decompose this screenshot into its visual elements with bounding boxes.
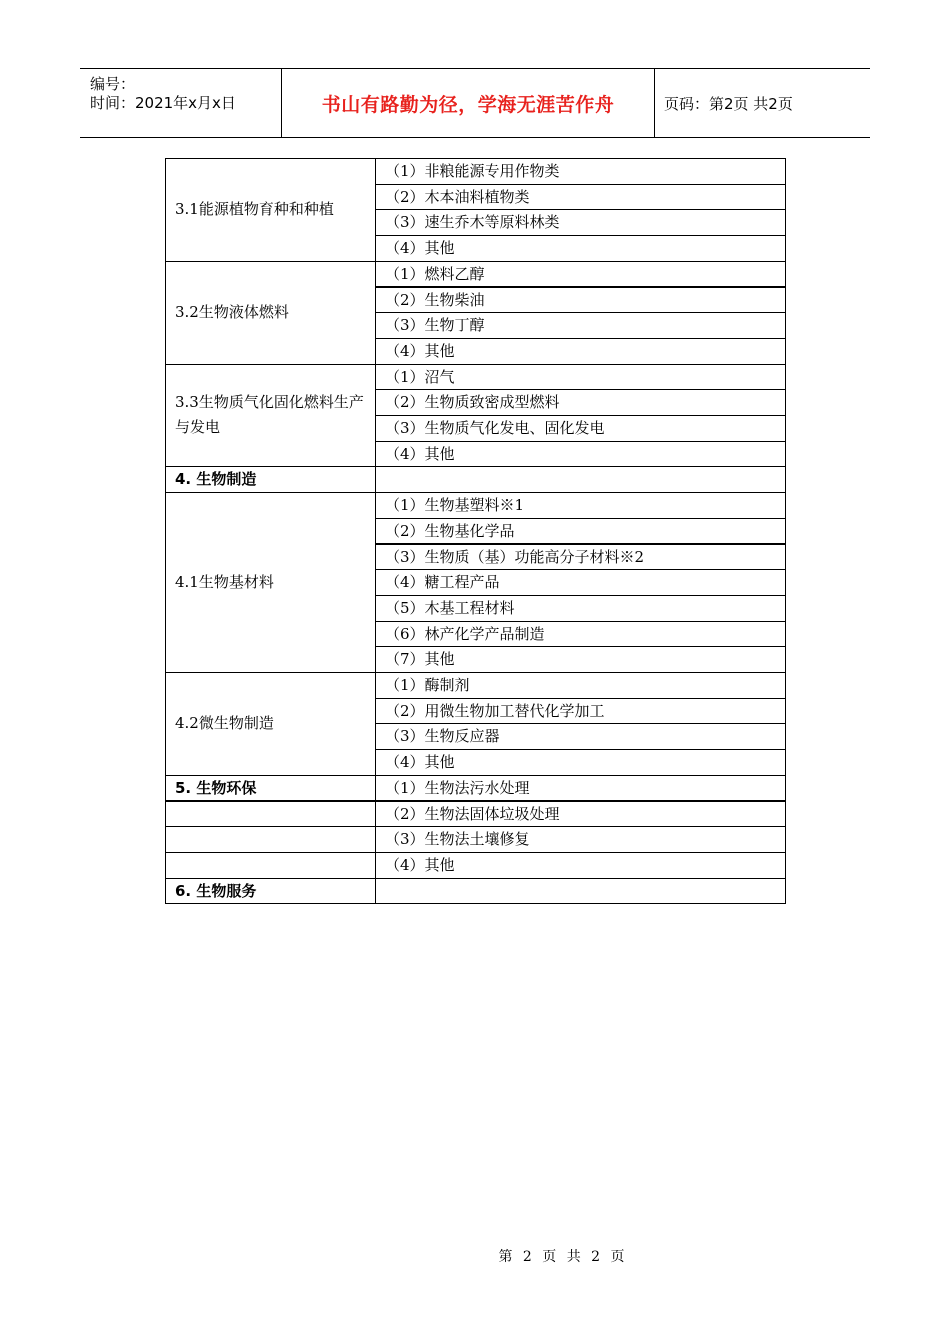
category-item-text: （7）其他 bbox=[385, 650, 455, 669]
category-item bbox=[375, 723, 786, 750]
category-item bbox=[375, 492, 786, 519]
document-date: 时间：2021年x月x日 bbox=[90, 94, 236, 112]
header-motto: 书山有路勤为径，学海无涯苦作舟 bbox=[321, 93, 615, 116]
category-item bbox=[375, 749, 786, 776]
category-item bbox=[375, 569, 786, 596]
category-item bbox=[375, 826, 786, 853]
category-item bbox=[375, 775, 786, 802]
category-item bbox=[375, 544, 786, 571]
section-label bbox=[165, 492, 376, 673]
category-item bbox=[375, 698, 786, 725]
category-item bbox=[375, 158, 786, 185]
empty-cell bbox=[375, 878, 786, 905]
section-heading bbox=[165, 878, 376, 905]
section-label bbox=[165, 261, 376, 365]
category-item-text: （1）沼气 bbox=[385, 367, 455, 386]
category-item-text: （5）木基工程材料 bbox=[385, 598, 515, 617]
category-item-text: （2）生物质致密成型燃料 bbox=[385, 393, 560, 412]
category-item bbox=[375, 261, 786, 288]
category-item-text: （2）生物基化学品 bbox=[385, 521, 515, 540]
category-item-text: （4）其他 bbox=[385, 855, 455, 874]
category-item-text: （3）生物质（基）功能高分子材料※2 bbox=[385, 547, 645, 566]
section-heading-text: 4. 生物制造 bbox=[175, 470, 257, 489]
category-item-text: （4）其他 bbox=[385, 753, 455, 772]
section-label bbox=[165, 672, 376, 776]
category-item-text: （1）非粮能源专用作物类 bbox=[385, 162, 560, 180]
document-number: 编号： bbox=[90, 75, 136, 93]
category-item bbox=[375, 646, 786, 673]
category-item-text: （2）生物柴油 bbox=[385, 290, 485, 309]
category-item-text: （3）生物法土壤修复 bbox=[385, 830, 530, 849]
category-item-text: （4）其他 bbox=[385, 239, 455, 258]
category-item bbox=[375, 338, 786, 365]
category-item-text: （4）糖工程产品 bbox=[385, 573, 500, 592]
page-footer bbox=[0, 1246, 950, 1266]
category-item-text: （3）速生乔木等原料林类 bbox=[385, 213, 560, 232]
category-item-text: （2）生物法固体垃圾处理 bbox=[385, 804, 560, 823]
section-label bbox=[165, 364, 376, 468]
category-item bbox=[375, 364, 786, 391]
header-page-number: 页码：第2页 共2页 bbox=[664, 94, 793, 113]
category-item-text: （4）其他 bbox=[385, 444, 455, 463]
section-heading-text: 5. 生物环保 bbox=[175, 778, 257, 797]
empty-cell bbox=[165, 826, 376, 853]
category-item-text: （3）生物反应器 bbox=[385, 727, 500, 746]
category-item bbox=[375, 389, 786, 416]
section-heading-text: 6. 生物服务 bbox=[175, 881, 257, 900]
section-label-text: 4.2微生物制造 bbox=[175, 714, 274, 733]
category-item bbox=[375, 852, 786, 879]
category-item bbox=[375, 672, 786, 699]
section-label-text: 3.1能源植物育种和种植 bbox=[175, 200, 334, 219]
category-item-text: （6）林产化学产品制造 bbox=[385, 624, 545, 643]
category-item-text: （4）其他 bbox=[385, 341, 455, 360]
category-item bbox=[375, 441, 786, 468]
category-item-text: （3）生物丁醇 bbox=[385, 316, 485, 335]
category-item bbox=[375, 415, 786, 442]
category-item bbox=[375, 518, 786, 545]
category-item bbox=[375, 209, 786, 236]
footer-page-number: 第 2 页 共 2 页 bbox=[498, 1249, 628, 1265]
category-item bbox=[375, 801, 786, 828]
section-label bbox=[165, 158, 376, 262]
section-label-text: 4.1生物基材料 bbox=[175, 573, 274, 592]
category-item-text: （1）燃料乙醇 bbox=[385, 264, 485, 283]
section-label-text: 3.2生物液体燃料 bbox=[175, 303, 289, 322]
category-item-text: （1）酶制剂 bbox=[385, 676, 470, 694]
category-item bbox=[375, 621, 786, 648]
category-item bbox=[375, 287, 786, 314]
category-item-text: （2）用微生物加工替代化学加工 bbox=[385, 701, 605, 720]
category-item-text: （2）木本油料植物类 bbox=[385, 187, 530, 206]
empty-cell bbox=[165, 801, 376, 828]
category-item bbox=[375, 235, 786, 262]
category-item bbox=[375, 312, 786, 339]
section-heading bbox=[165, 466, 376, 493]
empty-cell bbox=[165, 852, 376, 879]
category-item-text: （1）生物法污水处理 bbox=[385, 778, 530, 797]
category-item-text: （1）生物基塑料※1 bbox=[385, 496, 525, 515]
section-heading bbox=[165, 775, 376, 802]
category-item bbox=[375, 595, 786, 622]
empty-cell bbox=[375, 466, 786, 493]
section-label-text: 3.3生物质气化固化燃料生产与发电 bbox=[175, 393, 364, 437]
category-item bbox=[375, 184, 786, 211]
category-item-text: （3）生物质气化发电、固化发电 bbox=[385, 419, 605, 437]
